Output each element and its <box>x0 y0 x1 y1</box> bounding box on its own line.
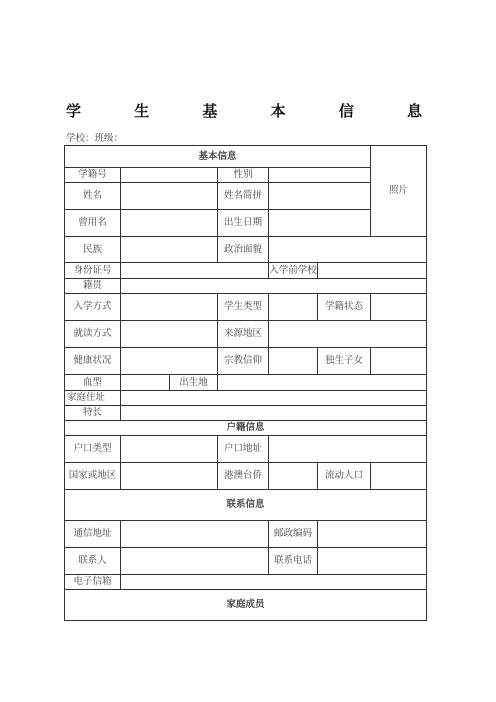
label-religion: 宗教信仰 <box>218 348 269 375</box>
label-contact-person: 联系人 <box>65 548 121 575</box>
field-name-abbr[interactable] <box>269 183 371 210</box>
field-pre-school[interactable] <box>318 263 427 279</box>
label-only-child: 独生子女 <box>318 348 371 375</box>
label-health: 健康状况 <box>65 348 121 375</box>
field-student-id[interactable] <box>121 168 218 183</box>
title-char: 信 <box>338 101 354 120</box>
field-native-place[interactable] <box>121 279 427 294</box>
section-contact-info: 联系信息 <box>65 490 427 521</box>
field-birth-date[interactable] <box>269 210 371 237</box>
label-name-abbr: 姓名简拼 <box>218 183 269 210</box>
label-enroll-status: 学籍状态 <box>318 294 371 321</box>
title-char: 息 <box>406 101 422 120</box>
field-enroll-status[interactable] <box>371 294 427 321</box>
field-blood-type[interactable] <box>121 375 170 391</box>
label-mail-address: 通信地址 <box>65 521 121 548</box>
title-char: 生 <box>134 101 150 120</box>
label-study-mode: 就读方式 <box>65 321 121 348</box>
label-name: 姓名 <box>65 183 121 210</box>
field-email[interactable] <box>121 575 427 590</box>
page-title <box>66 97 422 123</box>
label-former-name: 曾用名 <box>65 210 121 237</box>
field-religion[interactable] <box>269 348 318 375</box>
field-country-region[interactable] <box>121 463 218 490</box>
field-origin-region[interactable] <box>269 321 427 348</box>
field-floating[interactable] <box>371 463 427 490</box>
field-id-number[interactable] <box>121 263 269 279</box>
title-char: 学 <box>66 101 82 120</box>
field-student-type[interactable] <box>269 294 318 321</box>
school-class-line: 学校：班级： <box>66 133 124 144</box>
label-hukou-address: 户口地址 <box>218 436 269 463</box>
label-id-number: 身份证号 <box>65 263 121 279</box>
field-ethnicity[interactable] <box>121 237 218 263</box>
label-origin-region: 来源地区 <box>218 321 269 348</box>
label-ethnicity: 民族 <box>65 237 121 263</box>
label-birthplace: 出生地 <box>170 375 218 391</box>
field-gender[interactable] <box>269 168 371 183</box>
label-blood-type: 血型 <box>65 375 121 391</box>
field-home-address[interactable] <box>121 391 427 406</box>
label-hukou-type: 户口类型 <box>65 436 121 463</box>
field-specialty[interactable] <box>121 406 427 421</box>
field-enroll-mode[interactable] <box>121 294 218 321</box>
field-name[interactable] <box>121 183 218 210</box>
field-hukou-address[interactable] <box>269 436 427 463</box>
label-contact-phone: 联系电话 <box>269 548 318 575</box>
title-char: 基 <box>202 101 218 120</box>
section-household-info: 户籍信息 <box>65 421 427 436</box>
title-char: 本 <box>270 101 286 120</box>
label-specialty: 特长 <box>65 406 121 421</box>
section-basic-info: 基本信息 <box>65 146 371 168</box>
label-floating: 流动人口 <box>318 463 371 490</box>
field-contact-phone[interactable] <box>318 548 427 575</box>
field-birthplace[interactable] <box>218 375 427 391</box>
section-family-members: 家庭成员 <box>65 590 427 621</box>
field-contact-person[interactable] <box>121 548 269 575</box>
field-hk-macao-tw[interactable] <box>269 463 318 490</box>
label-hk-macao-tw: 港澳台侨 <box>218 463 269 490</box>
field-only-child[interactable] <box>371 348 427 375</box>
label-student-type: 学生类型 <box>218 294 269 321</box>
field-political-status[interactable] <box>269 237 427 263</box>
label-postcode: 邮政编码 <box>269 521 318 548</box>
field-mail-address[interactable] <box>121 521 269 548</box>
label-email: 电子信箱 <box>65 575 121 590</box>
label-gender: 性别 <box>218 168 269 183</box>
field-health[interactable] <box>121 348 218 375</box>
label-enroll-mode: 入学方式 <box>65 294 121 321</box>
label-birth-date: 出生日期 <box>218 210 269 237</box>
student-info-form <box>64 145 427 621</box>
label-pre-school: 入学前学校 <box>269 263 318 279</box>
label-student-id: 学籍号 <box>65 168 121 183</box>
field-study-mode[interactable] <box>121 321 218 348</box>
field-hukou-type[interactable] <box>121 436 218 463</box>
label-home-address: 家庭住址 <box>65 391 121 406</box>
photo-box[interactable]: 照片 <box>371 146 427 237</box>
field-former-name[interactable] <box>121 210 218 237</box>
field-postcode[interactable] <box>318 521 427 548</box>
label-country-region: 国家或地区 <box>65 463 121 490</box>
label-political-status: 政治面貌 <box>218 237 269 263</box>
label-native-place: 籍贯 <box>65 279 121 294</box>
